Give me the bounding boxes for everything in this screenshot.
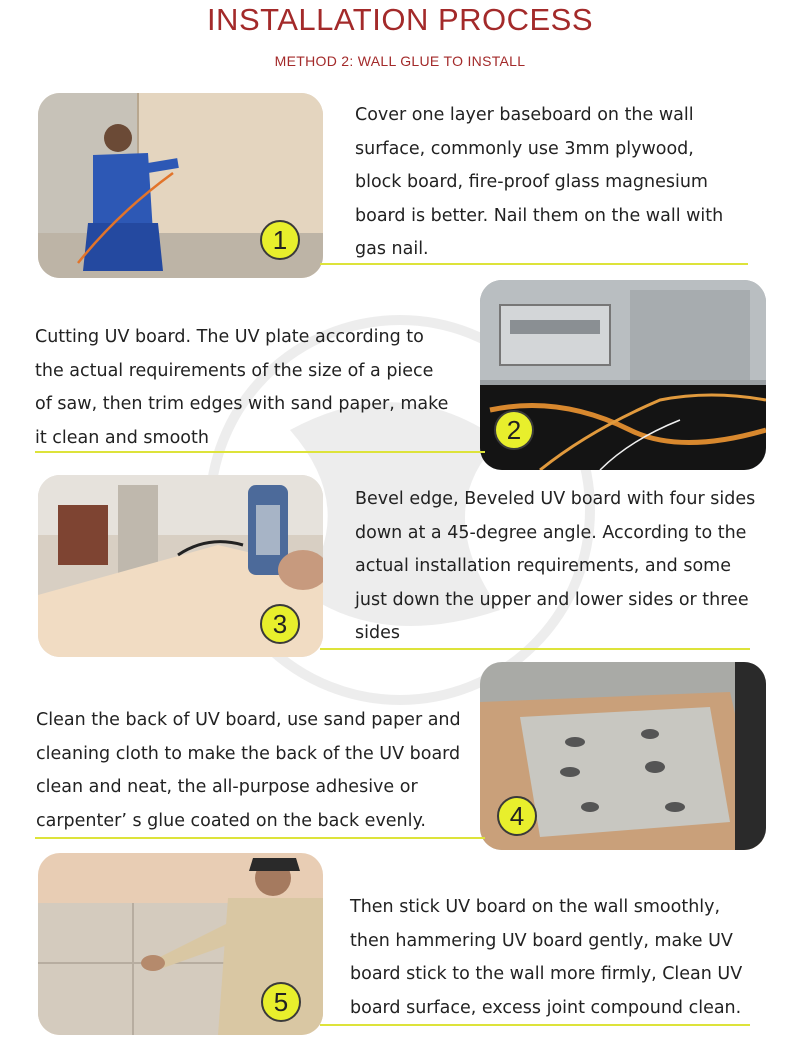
step-3-line: down at a 45-degree angle. According to the [355,522,747,543]
step-1-number-badge: 1 [260,220,300,260]
step-2-line: of saw, then trim edges with sand paper, make [35,394,449,414]
page-subtitle: METHOD 2: WALL GLUE TO INSTALL [274,53,526,69]
step-3-line: sides [355,623,400,643]
step-4-line: Clean the back of UV board, use sand paper and [36,710,461,730]
step-5-number-badge: 5 [261,982,301,1022]
step-1-underline [320,263,748,265]
step-1-line: gas nail. [355,239,429,259]
step-2-line: it clean and smooth [35,427,209,448]
step-5-line: board surface, excess joint compound clean. [350,997,742,1018]
step-1-description [355,99,723,267]
step-5-description [350,891,742,1025]
step-1-line: board is better. Nail them on the wall with [355,205,724,226]
step-2-description [35,321,448,455]
step-5-line: then hammering UV board gently, make UV [350,930,733,951]
step-3-description [355,483,755,651]
step-4-underline [35,837,485,839]
step-3-line: actual installation requirements, and some [355,556,731,576]
step-3-line: just down the upper and lower sides or three [355,589,749,610]
step-2-number-badge: 2 [494,410,534,450]
step-1-line: Cover one layer baseboard on the wall [355,105,694,125]
step-4-description [36,704,461,838]
step-5-underline [320,1024,750,1026]
step-4-line: cleaning cloth to make the back of the UV board [36,743,461,764]
step-2-line: the actual requirements of the size of a piece [35,360,434,381]
step-5-line: Then stick UV board on the wall smoothly, [350,897,721,917]
step-2-underline [35,451,485,453]
step-3-number-badge: 3 [260,604,300,644]
step-4-line: carpenter’ s glue coated on the back evenly. [36,810,426,831]
step-3-underline [320,648,750,650]
step-1-line: surface, commonly use 3mm plywood, [355,138,694,159]
step-1-line: block board, fire-proof glass magnesium [355,172,708,192]
step-2-line: Cutting UV board. The UV plate according to [35,327,424,347]
page-title: INSTALLATION PROCESS [206,2,594,37]
step-3-line: Bevel edge, Beveled UV board with four sides [355,489,756,509]
step-5-line: board stick to the wall more firmly, Clean UV [350,964,743,984]
step-4-number-badge: 4 [497,796,537,836]
step-4-line: clean and neat, the all-purpose adhesive or [36,777,418,797]
